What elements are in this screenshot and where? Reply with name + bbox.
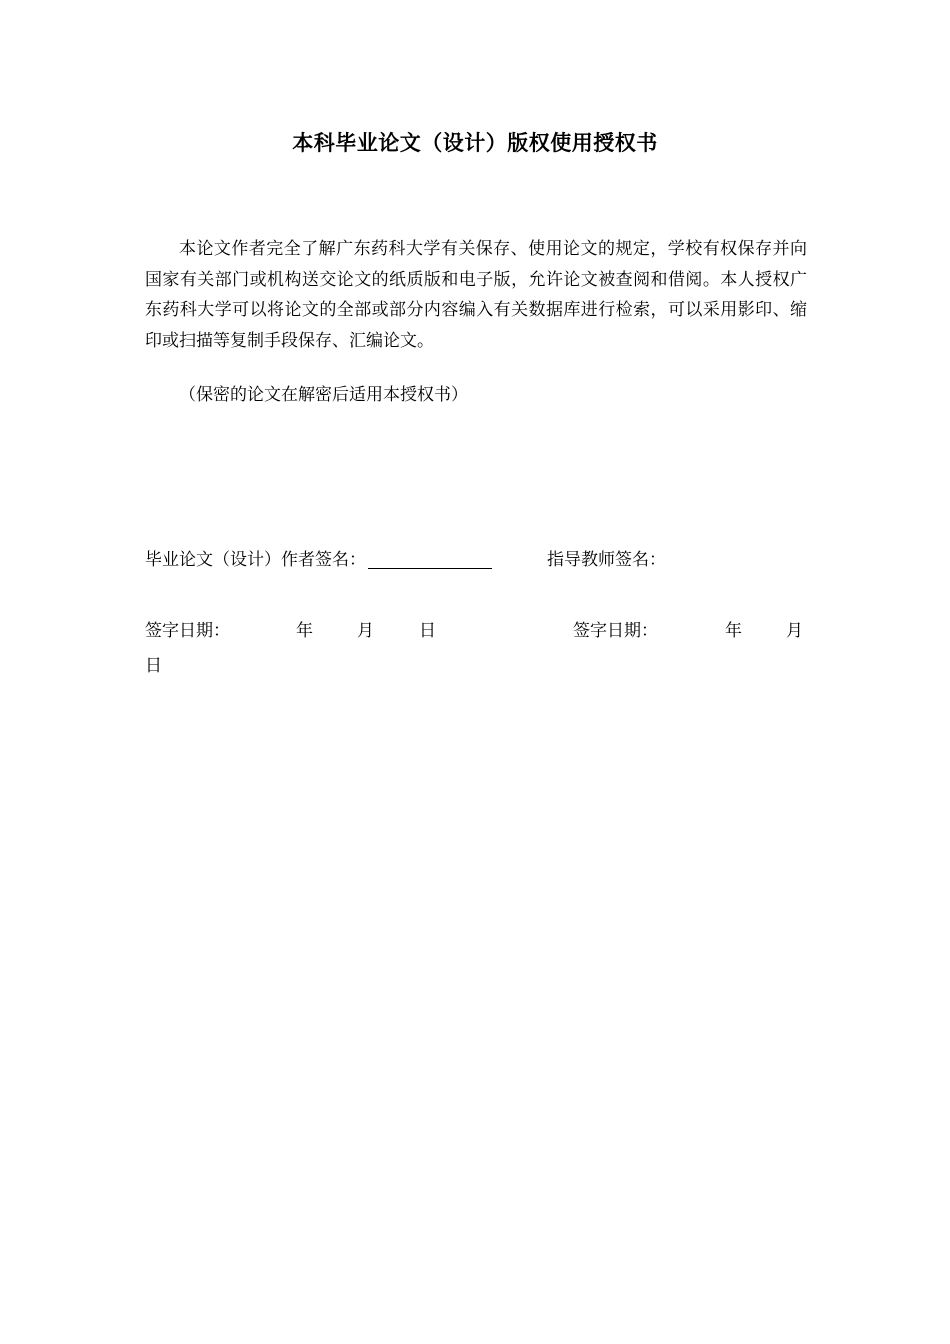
teacher-date-label: 签字日期： (573, 621, 658, 641)
author-date-month: 月 (357, 621, 374, 641)
author-date-label: 签字日期： (145, 621, 230, 641)
authorization-paragraph: 本论文作者完全了解广东药科大学有关保存、使用论文的规定，学校有权保存并向国家有关部门或机构送交论文的纸质版和电子版，允许论文被查阅和借阅。本人授权广东药科大学可以将论文的全部或部分内容编入有关数据库进行检索，可以采用影印、缩印或扫描等复制手段保存、汇编论文。 (145, 239, 807, 351)
teacher-date-year: 年 (725, 621, 742, 641)
author-date-day: 日 (419, 621, 436, 641)
author-signature-label: 毕业论文（设计）作者签名： (145, 550, 366, 570)
confidential-note: （保密的论文在解密后适用本授权书） (179, 385, 468, 405)
signature-row (145, 545, 807, 575)
signature-date-row (145, 616, 807, 686)
teacher-date-month: 月 (786, 621, 803, 641)
author-signature-line (368, 548, 492, 569)
teacher-signature-label: 指导教师签名： (547, 550, 666, 570)
author-date-year: 年 (296, 621, 313, 641)
teacher-date-day: 日 (145, 656, 162, 676)
document-title: 本科毕业论文（设计）版权使用授权书 (292, 131, 658, 155)
